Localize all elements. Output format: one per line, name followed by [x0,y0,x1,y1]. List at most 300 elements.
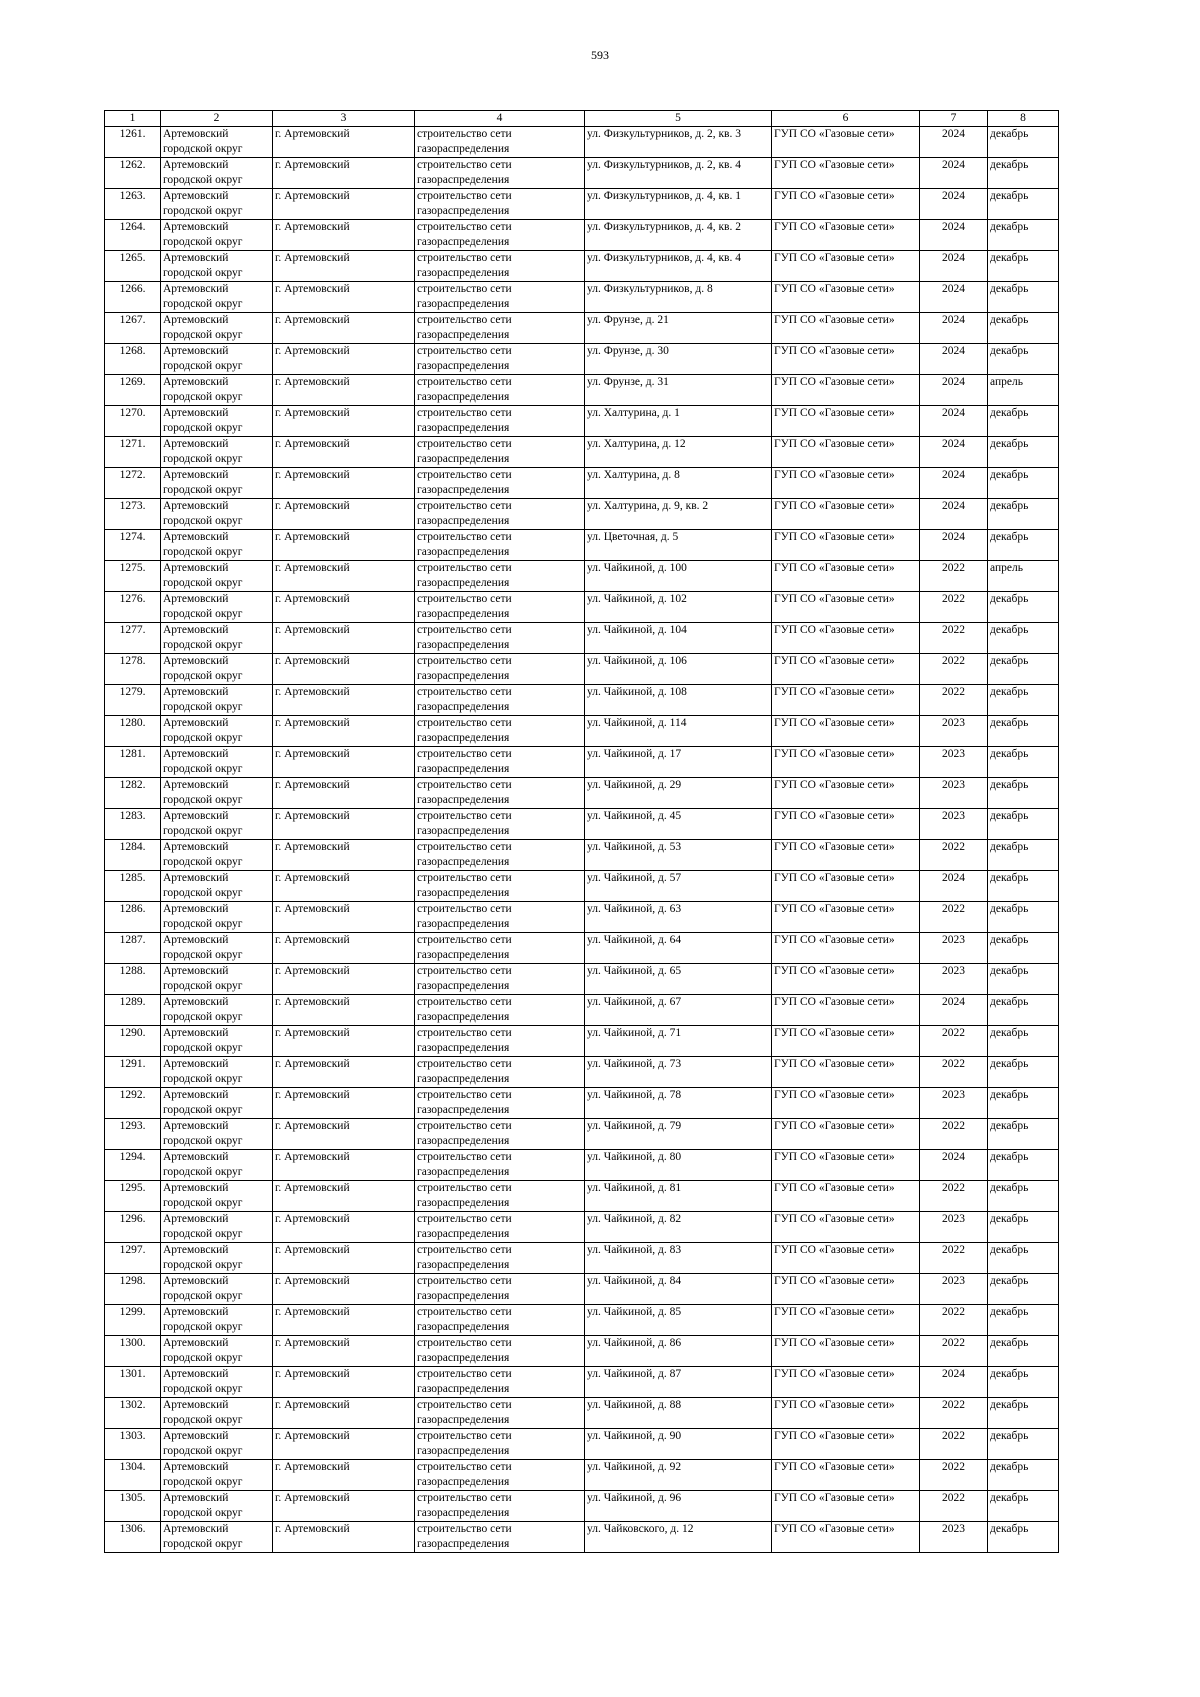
table-row [105,1336,1059,1367]
district-line-1: Артемовский [163,1151,229,1163]
district-line-2: городской округ [163,1197,243,1209]
month-cell: декабрь [988,592,1059,623]
address-cell: ул. Чайкиной, д. 53 [585,840,772,871]
work-line-1: строительство сети [417,1461,512,1473]
header-cell: 7 [920,111,988,127]
district-cell [161,1150,273,1181]
address-cell: ул. Цветочная, д. 5 [585,530,772,561]
month-cell: декабрь [988,282,1059,313]
settlement-cell: г. Артемовский [273,1243,415,1274]
district-cell [161,1119,273,1150]
work-type-cell [415,1429,585,1460]
year-cell: 2022 [920,623,988,654]
settlement-cell: г. Артемовский [273,1212,415,1243]
district-line-2: городской округ [163,205,243,217]
row-number-cell: 1262. [105,158,161,189]
month-cell: декабрь [988,220,1059,251]
month-cell: декабрь [988,530,1059,561]
month-cell: декабрь [988,1181,1059,1212]
work-type-cell [415,1305,585,1336]
operator-cell: ГУП СО «Газовые сети» [772,1212,920,1243]
district-line-2: городской округ [163,515,243,527]
year-cell: 2022 [920,1305,988,1336]
district-line-2: городской округ [163,887,243,899]
settlement-cell: г. Артемовский [273,654,415,685]
table-row [105,902,1059,933]
work-line-2: газораспределения [417,949,510,961]
work-line-2: газораспределения [417,639,510,651]
header-cell: 8 [988,111,1059,127]
address-cell: ул. Чайкиной, д. 78 [585,1088,772,1119]
settlement-cell: г. Артемовский [273,189,415,220]
district-line-1: Артемовский [163,655,229,667]
work-line-2: газораспределения [417,329,510,341]
month-cell: декабрь [988,840,1059,871]
year-cell: 2022 [920,1429,988,1460]
district-line-1: Артемовский [163,1120,229,1132]
settlement-cell: г. Артемовский [273,747,415,778]
table-row [105,592,1059,623]
address-cell: ул. Фрунзе, д. 30 [585,344,772,375]
address-cell: ул. Физкультурников, д. 2, кв. 3 [585,127,772,158]
year-cell: 2023 [920,933,988,964]
table-row [105,127,1059,158]
district-cell [161,902,273,933]
work-line-1: строительство сети [417,314,512,326]
address-cell: ул. Чайкиной, д. 63 [585,902,772,933]
district-cell [161,499,273,530]
work-line-2: газораспределения [417,577,510,589]
year-cell: 2024 [920,251,988,282]
district-line-1: Артемовский [163,252,229,264]
month-cell: декабрь [988,406,1059,437]
district-line-1: Артемовский [163,531,229,543]
district-line-1: Артемовский [163,1399,229,1411]
table-row [105,933,1059,964]
work-type-cell [415,1274,585,1305]
work-type-cell [415,623,585,654]
year-cell: 2024 [920,530,988,561]
month-cell: декабрь [988,685,1059,716]
address-cell: ул. Чайкиной, д. 80 [585,1150,772,1181]
year-cell: 2022 [920,1336,988,1367]
district-line-1: Артемовский [163,1027,229,1039]
district-line-2: городской округ [163,794,243,806]
row-number-cell: 1291. [105,1057,161,1088]
district-cell [161,313,273,344]
address-cell: ул. Чайкиной, д. 87 [585,1367,772,1398]
district-cell [161,1522,273,1553]
work-line-1: строительство сети [417,748,512,760]
operator-cell: ГУП СО «Газовые сети» [772,468,920,499]
district-cell [161,1088,273,1119]
work-line-2: газораспределения [417,1011,510,1023]
table-row [105,623,1059,654]
row-number-cell: 1299. [105,1305,161,1336]
district-line-2: городской округ [163,1290,243,1302]
settlement-cell: г. Артемовский [273,1491,415,1522]
district-line-2: городской округ [163,1507,243,1519]
header-row [105,111,1059,127]
work-line-2: газораспределения [417,608,510,620]
row-number-cell: 1300. [105,1336,161,1367]
work-type-cell [415,1181,585,1212]
settlement-cell: г. Артемовский [273,778,415,809]
address-cell: ул. Чайкиной, д. 71 [585,1026,772,1057]
header-cell: 3 [273,111,415,127]
district-line-2: городской округ [163,701,243,713]
row-number-cell: 1279. [105,685,161,716]
district-cell [161,530,273,561]
operator-cell: ГУП СО «Газовые сети» [772,747,920,778]
work-line-2: газораспределения [417,422,510,434]
work-line-2: газораспределения [417,670,510,682]
address-cell: ул. Чайкиной, д. 86 [585,1336,772,1367]
year-cell: 2022 [920,840,988,871]
district-line-2: городской округ [163,732,243,744]
settlement-cell: г. Артемовский [273,809,415,840]
work-line-2: газораспределения [417,1104,510,1116]
settlement-cell: г. Артемовский [273,1429,415,1460]
settlement-cell: г. Артемовский [273,902,415,933]
table-row [105,1367,1059,1398]
district-cell [161,1491,273,1522]
year-cell: 2023 [920,1088,988,1119]
table-body [105,127,1059,1553]
year-cell: 2024 [920,220,988,251]
work-line-1: строительство сети [417,1306,512,1318]
district-line-1: Артемовский [163,1275,229,1287]
year-cell: 2022 [920,1026,988,1057]
table-row [105,1429,1059,1460]
year-cell: 2024 [920,282,988,313]
operator-cell: ГУП СО «Газовые сети» [772,995,920,1026]
work-type-cell [415,778,585,809]
district-line-2: городской округ [163,329,243,341]
operator-cell: ГУП СО «Газовые сети» [772,933,920,964]
district-line-2: городской округ [163,236,243,248]
work-line-1: строительство сети [417,1244,512,1256]
header-cell: 6 [772,111,920,127]
table-row [105,530,1059,561]
work-line-1: строительство сети [417,376,512,388]
district-cell [161,840,273,871]
work-line-1: строительство сети [417,903,512,915]
district-cell [161,251,273,282]
work-line-2: газораспределения [417,484,510,496]
settlement-cell: г. Артемовский [273,1088,415,1119]
operator-cell: ГУП СО «Газовые сети» [772,654,920,685]
row-number-cell: 1305. [105,1491,161,1522]
district-line-2: городской округ [163,143,243,155]
row-number-cell: 1274. [105,530,161,561]
district-cell [161,1181,273,1212]
work-line-1: строительство сети [417,1275,512,1287]
work-line-2: газораспределения [417,298,510,310]
district-line-1: Артемовский [163,159,229,171]
work-type-cell [415,1367,585,1398]
month-cell: декабрь [988,1057,1059,1088]
district-cell [161,871,273,902]
work-type-cell [415,871,585,902]
settlement-cell: г. Артемовский [273,437,415,468]
district-cell [161,437,273,468]
operator-cell: ГУП СО «Газовые сети» [772,1274,920,1305]
address-cell: ул. Чайкиной, д. 102 [585,592,772,623]
work-type-cell [415,468,585,499]
operator-cell: ГУП СО «Газовые сети» [772,499,920,530]
work-line-2: газораспределения [417,1538,510,1550]
work-line-1: строительство сети [417,779,512,791]
district-cell [161,933,273,964]
month-cell: декабрь [988,995,1059,1026]
header-cell: 4 [415,111,585,127]
row-number-cell: 1281. [105,747,161,778]
row-number-cell: 1270. [105,406,161,437]
month-cell: декабрь [988,716,1059,747]
year-cell: 2022 [920,1243,988,1274]
month-cell: декабрь [988,344,1059,375]
work-line-2: газораспределения [417,701,510,713]
work-line-2: газораспределения [417,546,510,558]
work-line-2: газораспределения [417,1166,510,1178]
operator-cell: ГУП СО «Газовые сети» [772,1460,920,1491]
district-line-1: Артемовский [163,1058,229,1070]
district-line-1: Артемовский [163,190,229,202]
row-number-cell: 1295. [105,1181,161,1212]
table-row [105,716,1059,747]
district-line-1: Артемовский [163,1368,229,1380]
settlement-cell: г. Артемовский [273,1398,415,1429]
district-cell [161,747,273,778]
year-cell: 2022 [920,902,988,933]
district-line-2: городской округ [163,1445,243,1457]
address-cell: ул. Чайкиной, д. 64 [585,933,772,964]
row-number-cell: 1284. [105,840,161,871]
address-cell: ул. Чайкиной, д. 85 [585,1305,772,1336]
work-type-cell [415,127,585,158]
work-type-cell [415,747,585,778]
settlement-cell: г. Артемовский [273,1460,415,1491]
table-row [105,1181,1059,1212]
work-type-cell [415,809,585,840]
row-number-cell: 1264. [105,220,161,251]
work-line-2: газораспределения [417,267,510,279]
district-line-1: Артемовский [163,128,229,140]
work-type-cell [415,1057,585,1088]
month-cell: декабрь [988,1460,1059,1491]
month-cell: декабрь [988,1522,1059,1553]
work-line-1: строительство сети [417,686,512,698]
work-line-1: строительство сети [417,1399,512,1411]
year-cell: 2023 [920,778,988,809]
table-row [105,1212,1059,1243]
operator-cell: ГУП СО «Газовые сети» [772,716,920,747]
row-number-cell: 1294. [105,1150,161,1181]
settlement-cell: г. Артемовский [273,840,415,871]
row-number-cell: 1268. [105,344,161,375]
district-line-1: Артемовский [163,345,229,357]
month-cell: апрель [988,375,1059,406]
work-line-1: строительство сети [417,1430,512,1442]
work-line-2: газораспределения [417,236,510,248]
work-type-cell [415,1522,585,1553]
month-cell: декабрь [988,313,1059,344]
address-cell: ул. Халтурина, д. 12 [585,437,772,468]
work-line-2: газораспределения [417,1259,510,1271]
district-line-1: Артемовский [163,717,229,729]
settlement-cell: г. Артемовский [273,1181,415,1212]
table-row [105,406,1059,437]
settlement-cell: г. Артемовский [273,933,415,964]
district-line-2: городской округ [163,825,243,837]
settlement-cell: г. Артемовский [273,561,415,592]
operator-cell: ГУП СО «Газовые сети» [772,313,920,344]
month-cell: декабрь [988,933,1059,964]
address-cell: ул. Чайкиной, д. 106 [585,654,772,685]
work-line-1: строительство сети [417,438,512,450]
month-cell: декабрь [988,871,1059,902]
district-cell [161,592,273,623]
settlement-cell: г. Артемовский [273,220,415,251]
district-line-2: городской округ [163,546,243,558]
table-row [105,189,1059,220]
row-number-cell: 1286. [105,902,161,933]
work-line-1: строительство сети [417,190,512,202]
district-line-2: городской округ [163,1042,243,1054]
work-line-1: строительство сети [417,469,512,481]
month-cell: декабрь [988,902,1059,933]
operator-cell: ГУП СО «Газовые сети» [772,1088,920,1119]
district-line-2: городской округ [163,1073,243,1085]
work-line-1: строительство сети [417,1027,512,1039]
row-number-cell: 1298. [105,1274,161,1305]
operator-cell: ГУП СО «Газовые сети» [772,282,920,313]
district-cell [161,685,273,716]
district-cell [161,1398,273,1429]
operator-cell: ГУП СО «Газовые сети» [772,809,920,840]
work-type-cell [415,189,585,220]
district-cell [161,716,273,747]
month-cell: декабрь [988,499,1059,530]
year-cell: 2024 [920,437,988,468]
month-cell: декабрь [988,1026,1059,1057]
district-line-1: Артемовский [163,810,229,822]
district-cell [161,623,273,654]
table-row [105,561,1059,592]
work-line-1: строительство сети [417,345,512,357]
year-cell: 2024 [920,1150,988,1181]
work-line-1: строительство сети [417,841,512,853]
work-line-2: газораспределения [417,825,510,837]
district-line-1: Артемовский [163,500,229,512]
work-line-2: газораспределения [417,1414,510,1426]
month-cell: декабрь [988,1119,1059,1150]
month-cell: декабрь [988,437,1059,468]
year-cell: 2022 [920,1398,988,1429]
address-cell: ул. Чайкиной, д. 81 [585,1181,772,1212]
table-row [105,809,1059,840]
district-cell [161,1336,273,1367]
district-cell [161,189,273,220]
year-cell: 2024 [920,499,988,530]
district-cell [161,1243,273,1274]
district-line-1: Артемовский [163,624,229,636]
operator-cell: ГУП СО «Газовые сети» [772,964,920,995]
work-line-2: газораспределения [417,1290,510,1302]
month-cell: декабрь [988,158,1059,189]
address-cell: ул. Физкультурников, д. 2, кв. 4 [585,158,772,189]
table-row [105,1274,1059,1305]
work-type-cell [415,654,585,685]
district-line-2: городской округ [163,1259,243,1271]
table-row [105,313,1059,344]
address-cell: ул. Чайкиной, д. 88 [585,1398,772,1429]
work-type-cell [415,1491,585,1522]
month-cell: декабрь [988,1088,1059,1119]
district-line-2: городской округ [163,422,243,434]
operator-cell: ГУП СО «Газовые сети» [772,1429,920,1460]
work-line-1: строительство сети [417,407,512,419]
settlement-cell: г. Артемовский [273,623,415,654]
settlement-cell: г. Артемовский [273,344,415,375]
year-cell: 2023 [920,1522,988,1553]
work-line-2: газораспределения [417,794,510,806]
work-line-1: строительство сети [417,128,512,140]
district-line-2: городской округ [163,1321,243,1333]
district-line-1: Артемовский [163,965,229,977]
work-line-2: газораспределения [417,1073,510,1085]
operator-cell: ГУП СО «Газовые сети» [772,561,920,592]
work-line-1: строительство сети [417,872,512,884]
operator-cell: ГУП СО «Газовые сети» [772,1522,920,1553]
district-line-1: Артемовский [163,438,229,450]
settlement-cell: г. Артемовский [273,530,415,561]
table-header [105,111,1059,127]
settlement-cell: г. Артемовский [273,716,415,747]
work-line-1: строительство сети [417,1089,512,1101]
table-row [105,499,1059,530]
district-cell [161,1429,273,1460]
work-type-cell [415,902,585,933]
work-line-2: газораспределения [417,732,510,744]
district-line-1: Артемовский [163,1213,229,1225]
work-line-2: газораспределения [417,391,510,403]
year-cell: 2022 [920,1491,988,1522]
operator-cell: ГУП СО «Газовые сети» [772,1336,920,1367]
district-cell [161,995,273,1026]
work-type-cell [415,1212,585,1243]
district-line-2: городской округ [163,1166,243,1178]
operator-cell: ГУП СО «Газовые сети» [772,530,920,561]
address-cell: ул. Чайкиной, д. 100 [585,561,772,592]
address-cell: ул. Физкультурников, д. 8 [585,282,772,313]
work-line-2: газораспределения [417,1042,510,1054]
month-cell: декабрь [988,1212,1059,1243]
work-line-2: газораспределения [417,1352,510,1364]
table-row [105,778,1059,809]
district-cell [161,1274,273,1305]
work-type-cell [415,685,585,716]
operator-cell: ГУП СО «Газовые сети» [772,840,920,871]
table-row [105,282,1059,313]
work-line-1: строительство сети [417,221,512,233]
work-type-cell [415,995,585,1026]
operator-cell: ГУП СО «Газовые сети» [772,158,920,189]
table-row [105,747,1059,778]
row-number-cell: 1267. [105,313,161,344]
operator-cell: ГУП СО «Газовые сети» [772,375,920,406]
